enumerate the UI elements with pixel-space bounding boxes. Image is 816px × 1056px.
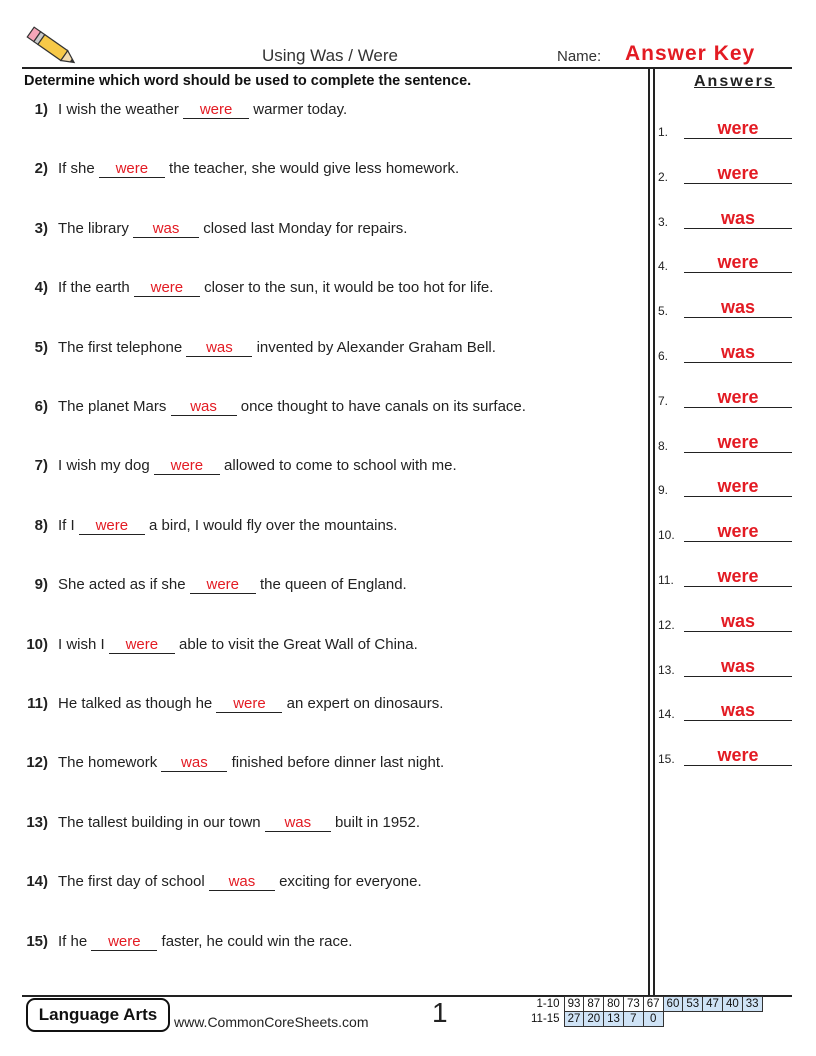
score-row xyxy=(528,997,762,1012)
question-text-after: exciting for everyone. xyxy=(279,873,422,891)
answer-number: 1. xyxy=(658,125,669,139)
question-text-before: The planet Mars xyxy=(58,398,167,415)
question-row xyxy=(24,101,347,119)
answer-blank: were xyxy=(79,518,145,535)
score-cell: 20 xyxy=(584,1012,604,1027)
answer-number: 15. xyxy=(658,752,675,767)
question-number: 2) xyxy=(34,160,48,178)
answer-row xyxy=(658,610,792,632)
answer-blank: were xyxy=(99,161,165,178)
answer-blank: were xyxy=(134,280,200,297)
instructions: Determine which word should be used to complete the sentence. xyxy=(24,73,472,89)
top-divider xyxy=(22,67,792,69)
answer-blank: were xyxy=(190,577,256,594)
question-number: 15) xyxy=(26,932,48,950)
answer-blank: were xyxy=(216,696,282,713)
answer-number: 7. xyxy=(658,393,669,408)
answer-value: was xyxy=(684,611,792,632)
question-text-before: If I xyxy=(58,516,75,534)
answer-row xyxy=(658,655,792,677)
answer-row xyxy=(658,296,792,318)
score-cell: 60 xyxy=(663,997,683,1012)
question-text-after: built in 1952. xyxy=(334,813,421,831)
question-text-after: a bird, I would fly over the mountains. xyxy=(149,516,398,534)
question-text-after: faster, he could win the race. xyxy=(161,932,353,950)
answer-blank: were xyxy=(183,102,249,119)
answer-number: 4. xyxy=(658,259,669,274)
score-cell: 93 xyxy=(564,997,584,1012)
question-number: 7) xyxy=(34,457,48,475)
question-text-after: warmer today. xyxy=(253,101,348,118)
answer-number: 12. xyxy=(658,617,675,632)
answer-number: 14. xyxy=(658,707,675,722)
score-cell: 13 xyxy=(604,1012,624,1027)
answer-number: 8. xyxy=(658,438,669,453)
answer-row xyxy=(658,699,792,721)
answer-value: was xyxy=(684,700,792,721)
question-row xyxy=(24,220,407,238)
answer-row xyxy=(658,162,792,184)
question-text-after: the teacher, she would give less homework. xyxy=(169,160,460,178)
score-cell: 7 xyxy=(623,1012,643,1027)
answer-value: were xyxy=(684,476,792,497)
answer-row xyxy=(658,431,792,453)
question-text-after: once thought to have canals on its surface. xyxy=(240,398,526,415)
question-number: 14) xyxy=(26,873,48,891)
answer-number: 2. xyxy=(658,169,669,184)
answer-blank: was xyxy=(209,874,275,891)
answer-row xyxy=(658,117,792,139)
answer-value: were xyxy=(684,387,792,408)
language-arts-logo: Language Arts xyxy=(26,998,170,1032)
answer-row xyxy=(658,744,792,766)
question-row xyxy=(24,398,526,416)
answer-value: were xyxy=(684,252,792,273)
answer-blank: was xyxy=(133,221,199,238)
answer-number: 10. xyxy=(658,528,675,543)
question-row xyxy=(24,636,418,654)
score-cell: 53 xyxy=(683,997,703,1012)
question-text-after: closer to the sun, it would be too hot for life. xyxy=(204,279,494,297)
score-cell: 80 xyxy=(604,997,624,1012)
answer-value: were xyxy=(684,521,792,542)
answer-blank: was xyxy=(186,340,252,357)
answer-row xyxy=(658,341,792,363)
question-number: 13) xyxy=(26,813,48,831)
answer-row xyxy=(658,386,792,408)
question-text-after: an expert on dinosaurs. xyxy=(286,695,444,712)
score-table xyxy=(528,996,763,1027)
question-row xyxy=(24,754,444,772)
answer-value: were xyxy=(684,118,792,139)
answer-blank: was xyxy=(171,399,237,416)
answer-row xyxy=(658,475,792,497)
score-range-label: 1-10 xyxy=(536,998,560,1010)
question-number: 10) xyxy=(26,635,48,653)
question-text-before: She acted as if she xyxy=(58,576,186,594)
answer-number: 5. xyxy=(658,304,669,319)
answer-value: were xyxy=(684,163,792,184)
question-text-before: The library xyxy=(58,219,129,237)
question-number: 4) xyxy=(34,279,48,297)
answer-blank: was xyxy=(265,815,331,832)
answer-blank: was xyxy=(161,755,227,772)
question-text-after: allowed to come to school with me. xyxy=(224,457,457,475)
question-number: 3) xyxy=(34,219,48,237)
score-range-label: 11-15 xyxy=(531,1013,560,1025)
score-row xyxy=(528,1012,762,1027)
answer-number: 9. xyxy=(658,483,669,498)
site-url: www.CommonCoreSheets.com xyxy=(174,1014,369,1030)
answer-key-label: Answer Key xyxy=(625,42,756,65)
question-row xyxy=(24,160,459,178)
question-text-after: able to visit the Great Wall of China. xyxy=(179,635,418,653)
question-text-after: closed last Monday for repairs. xyxy=(203,219,408,237)
page-number: 1 xyxy=(432,997,448,1028)
answer-blank: were xyxy=(109,637,175,654)
score-cell: 0 xyxy=(643,1012,663,1027)
question-text-before: I wish my dog xyxy=(58,457,150,475)
question-row xyxy=(24,279,493,297)
column-divider xyxy=(648,68,650,996)
question-text-before: He talked as though he xyxy=(58,695,213,712)
question-text-before: The first telephone xyxy=(58,338,183,356)
question-text-before: If he xyxy=(58,932,88,950)
question-number: 8) xyxy=(34,516,48,534)
question-row xyxy=(24,517,397,535)
answer-row xyxy=(658,565,792,587)
question-row xyxy=(24,457,457,475)
answer-number: 11. xyxy=(658,573,674,587)
answer-number: 6. xyxy=(658,349,669,363)
question-number: 6) xyxy=(34,398,48,415)
answer-value: was xyxy=(684,656,792,677)
score-cell: 73 xyxy=(623,997,643,1012)
answer-row xyxy=(658,520,792,542)
score-cell: 47 xyxy=(703,997,723,1012)
answer-value: were xyxy=(684,745,792,766)
question-number: 9) xyxy=(34,576,48,594)
question-row xyxy=(24,873,422,891)
question-number: 12) xyxy=(26,754,48,772)
answer-value: was xyxy=(684,342,792,363)
question-number: 5) xyxy=(34,338,48,356)
answer-value: were xyxy=(684,566,792,587)
answers-heading: Answers xyxy=(694,73,775,90)
answer-row xyxy=(658,207,792,229)
question-row xyxy=(24,933,352,951)
answer-blank: were xyxy=(154,458,220,475)
answer-number: 13. xyxy=(658,662,675,677)
page-title: Using Was / Were xyxy=(261,46,399,65)
question-row xyxy=(24,695,443,713)
question-number: 1) xyxy=(34,101,48,118)
question-text-after: the queen of England. xyxy=(259,576,407,594)
score-cell: 27 xyxy=(564,1012,584,1027)
score-cell: 87 xyxy=(584,997,604,1012)
question-row xyxy=(24,339,496,357)
question-text-before: The first day of school xyxy=(58,873,205,891)
answer-value: was xyxy=(684,297,792,318)
question-text-after: invented by Alexander Graham Bell. xyxy=(256,338,496,356)
question-text-before: I wish the weather xyxy=(58,101,179,118)
question-text-after: finished before dinner last night. xyxy=(231,754,445,772)
question-row xyxy=(24,576,407,594)
score-cell: 40 xyxy=(722,997,742,1012)
question-text-before: If she xyxy=(58,160,95,178)
question-number: 11) xyxy=(27,695,48,712)
answer-number: 3. xyxy=(658,214,669,229)
question-text-before: I wish I xyxy=(58,635,105,653)
column-divider xyxy=(653,68,655,996)
score-cell: 67 xyxy=(643,997,663,1012)
question-text-before: The tallest building in our town xyxy=(58,813,261,831)
question-text-before: The homework xyxy=(58,754,158,772)
question-text-before: If the earth xyxy=(58,279,130,297)
answer-row xyxy=(658,251,792,273)
question-row xyxy=(24,814,420,832)
answer-value: were xyxy=(684,432,792,453)
name-label: Name: xyxy=(557,48,602,65)
score-cell: 33 xyxy=(742,997,762,1012)
answer-value: was xyxy=(684,208,792,229)
answer-blank: were xyxy=(91,934,157,951)
